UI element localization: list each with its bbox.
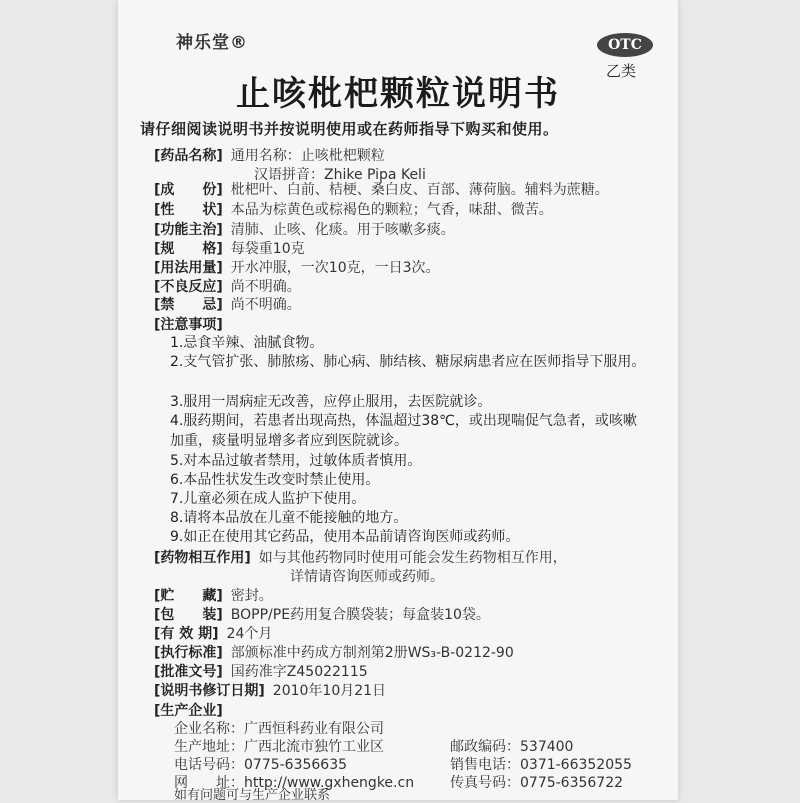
precaution-item: 9.如正在使用其它药品，使用本品前请咨询医师或药师。 <box>170 529 520 545</box>
usage-row <box>154 258 440 278</box>
contra-value: 尚不明确。 <box>230 297 301 313</box>
contra-row <box>154 295 301 315</box>
approval-label: [批准文号] <box>154 664 223 680</box>
storage-value: 密封。 <box>230 588 273 604</box>
package-row <box>154 605 490 625</box>
drug-name-row <box>154 146 385 166</box>
storage-label: [贮 藏] <box>154 588 223 604</box>
brand-logo: 神乐堂® <box>176 33 248 53</box>
maker-postcode: 邮政编码：537400 <box>450 739 574 755</box>
properties-value: 本品为棕黄色或棕褐色的颗粒；气香，味甜、微苦。 <box>230 202 553 218</box>
ingredients-label: [成 份] <box>154 182 223 198</box>
usage-label: [用法用量] <box>154 260 223 276</box>
standard-row <box>154 643 514 663</box>
maker-name: 企业名称：广西恒科药业有限公司 <box>174 721 384 737</box>
maker-contact: 如有问题可与生产企业联系 <box>174 788 331 803</box>
storage-row <box>154 586 273 606</box>
standard-label: [执行标准] <box>154 645 223 661</box>
maker-fax: 传真号码：0775-6356722 <box>450 775 624 791</box>
otc-class-label: 乙类 <box>606 62 637 80</box>
validity-row <box>154 624 272 644</box>
precaution-item: 2.支气管扩张、肺脓疡、肺心病、肺结核、糖尿病患者应在医师指导下服用。 <box>170 354 646 370</box>
maker-sales-phone: 销售电话：0371-66352055 <box>450 757 632 773</box>
usage-notice: 请仔细阅读说明书并按说明使用或在药师指导下购买和使用。 <box>140 120 559 138</box>
standard-value: 部颁标准中药成方制剂第2册WS₃-B-0212-90 <box>230 645 514 661</box>
spec-row <box>154 239 305 259</box>
properties-label: [性 状] <box>154 202 223 218</box>
interaction-label: [药物相互作用] <box>154 550 251 566</box>
interaction-value-1: 如与其他药物同时使用可能会发生药物相互作用， <box>258 550 567 566</box>
validity-value: 24个月 <box>226 626 273 642</box>
ingredients-value: 枇杷叶、白前、桔梗、桑白皮、百部、薄荷脑。辅料为蔗糖。 <box>230 182 609 198</box>
instruction-sheet <box>118 0 678 803</box>
precaution-item: 1.忌食辛辣、油腻食物。 <box>170 335 324 351</box>
usage-value: 开水冲服，一次10克，一日3次。 <box>230 260 440 276</box>
validity-label: [有 效 期] <box>154 626 219 642</box>
properties-row <box>154 200 553 220</box>
drug-name-common: 通用名称：止咳枇杷颗粒 <box>230 148 385 164</box>
precaution-item: 6.本品性状发生改变时禁止使用。 <box>170 472 380 488</box>
ingredients-row <box>154 180 609 200</box>
drug-name-label: [药品名称] <box>154 148 223 164</box>
function-label: [功能主治] <box>154 222 223 238</box>
page-title: 止咳枇杷颗粒说明书 <box>236 74 560 114</box>
revision-row <box>154 681 386 701</box>
precaution-item: 7.儿童必须在成人监护下使用。 <box>170 491 366 507</box>
adverse-row <box>154 277 301 297</box>
function-row <box>154 220 455 240</box>
adverse-label: [不良反应] <box>154 279 223 295</box>
maker-phone: 电话号码：0775-6356635 <box>174 757 348 773</box>
precautions-label: [注意事项] <box>154 317 223 333</box>
interaction-row <box>154 548 567 568</box>
contra-label: [禁 忌] <box>154 297 223 313</box>
spec-label: [规 格] <box>154 241 223 257</box>
spec-value: 每袋重10克 <box>230 241 305 257</box>
maker-label: [生产企业] <box>154 703 223 719</box>
revision-label: [说明书修订日期] <box>154 683 265 699</box>
function-value: 清肺、止咳、化痰。用于咳嗽多痰。 <box>230 222 455 238</box>
otc-badge: OTC <box>597 33 653 57</box>
approval-row <box>154 662 368 682</box>
precaution-item: 5.对本品过敏者禁用，过敏体质者慎用。 <box>170 453 422 469</box>
precaution-item: 8.请将本品放在儿童不能接触的地方。 <box>170 510 408 526</box>
precaution-item: 4.服药期间，若患者出现高热，体温超过38℃，或出现喘促气急者，或咳嗽加重，痰量明显增多者应到医院就诊。 <box>170 413 637 449</box>
precaution-item: 3.服用一周病症无改善，应停止服用，去医院就诊。 <box>170 394 492 410</box>
package-value: BOPP/PE药用复合膜袋装；每盒装10袋。 <box>230 607 490 623</box>
adverse-value: 尚不明确。 <box>230 279 301 295</box>
revision-value: 2010年10月21日 <box>272 683 387 699</box>
drug-name-pinyin: 汉语拼音：Zhike Pipa Keli <box>254 167 426 183</box>
maker-website: 网 址：http://www.gxhengke.cn <box>174 775 415 791</box>
interaction-value-2: 详情请咨询医师或药师。 <box>290 569 444 585</box>
maker-address: 生产地址：广西北流市独竹工业区 <box>174 739 384 755</box>
approval-value: 国药准字Z45022115 <box>230 664 368 680</box>
package-label: [包 装] <box>154 607 223 623</box>
